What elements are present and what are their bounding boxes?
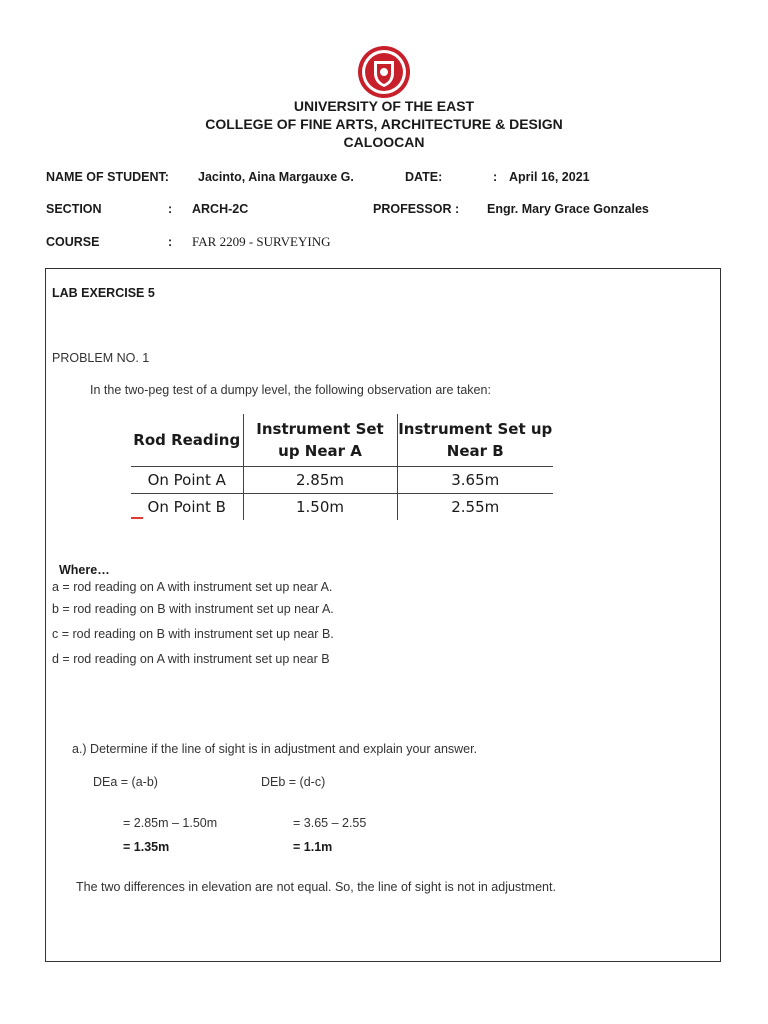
- dea-result: = 1.35m: [123, 840, 170, 854]
- table-row: [131, 467, 553, 494]
- conclusion: The two differences in elevation are not equal. So, the line of sight is not in adjustment.: [76, 880, 556, 894]
- column-header: Instrument Set up Near A: [243, 414, 397, 467]
- date-colon: :: [493, 170, 498, 184]
- date-value: April 16, 2021: [509, 170, 590, 184]
- table-cell: On Point A: [131, 467, 243, 494]
- problem-intro: In the two-peg test of a dumpy level, the following observation are taken:: [90, 383, 491, 397]
- section-value: ARCH-2C: [192, 202, 249, 216]
- definition-d: d = rod reading on A with instrument set up near B: [52, 652, 330, 666]
- table-row: [131, 494, 553, 521]
- lab-title: LAB EXERCISE 5: [52, 286, 155, 300]
- section-label: SECTION: [46, 202, 102, 216]
- red-edit-mark: [131, 517, 143, 519]
- deb-formula: DEb = (d-c): [261, 775, 326, 789]
- college-name: COLLEGE OF FINE ARTS, ARCHITECTURE & DESIGN: [205, 116, 563, 132]
- table-cell: 2.55m: [397, 494, 553, 521]
- observation-table: [131, 414, 553, 520]
- course-value: FAR 2209 - SURVEYING: [192, 234, 331, 249]
- section-colon: :: [168, 202, 173, 216]
- university-name: UNIVERSITY OF THE EAST: [293, 98, 475, 114]
- campus-name: CALOOCAN: [343, 134, 425, 150]
- table-cell: 3.65m: [397, 467, 553, 494]
- table-cell: 2.85m: [243, 467, 397, 494]
- course-colon: :: [168, 235, 173, 249]
- name-value: Jacinto, Aina Margauxe G.: [198, 170, 354, 184]
- dea-formula: DEa = (a-b): [93, 775, 158, 789]
- table-header-row: [131, 414, 553, 467]
- table-cell: On Point B: [131, 494, 243, 521]
- table-cell: 1.50m: [243, 494, 397, 521]
- problem-number: PROBLEM NO. 1: [52, 351, 150, 365]
- question-a: a.) Determine if the line of sight is in adjustment and explain your answer.: [72, 742, 478, 756]
- definition-a: a = rod reading on A with instrument set up near A.: [52, 580, 333, 594]
- definition-c: c = rod reading on B with instrument set up near B.: [52, 627, 334, 641]
- deb-step: = 3.65 – 2.55: [293, 816, 367, 830]
- course-label: COURSE: [46, 235, 100, 249]
- university-seal-logo: [357, 45, 411, 99]
- definition-b: b = rod reading on B with instrument set up near A.: [52, 602, 334, 616]
- dea-step: = 2.85m – 1.50m: [123, 816, 218, 830]
- name-label: NAME OF STUDENT:: [46, 170, 169, 184]
- column-header: Instrument Set up Near B: [397, 414, 553, 467]
- where-label: Where…: [59, 563, 110, 577]
- professor-label: PROFESSOR :: [373, 202, 460, 216]
- deb-result: = 1.1m: [293, 840, 333, 854]
- date-label: DATE:: [405, 170, 443, 184]
- column-header: Rod Reading: [131, 414, 243, 467]
- professor-value: Engr. Mary Grace Gonzales: [487, 202, 649, 216]
